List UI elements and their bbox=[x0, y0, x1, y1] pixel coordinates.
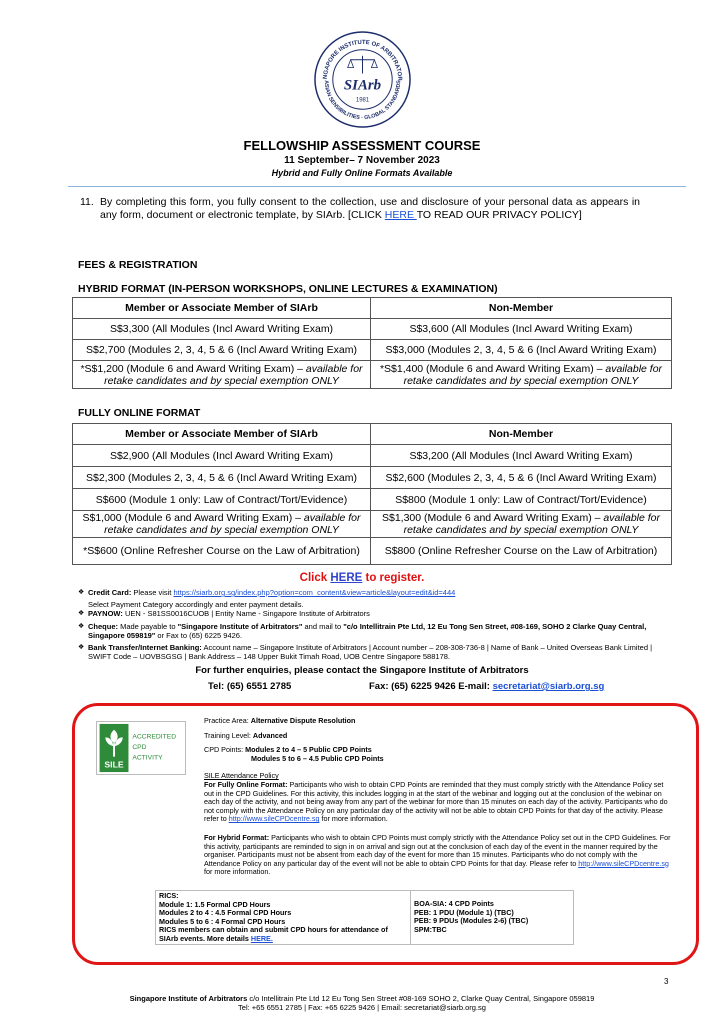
col-member: Member or Associate Member of SIArb bbox=[73, 424, 371, 445]
payment-paynow: ❖ PAYNOW: UEN - S81SS0016CUOB | Entity Name - Singapore Institute of Arbitrators bbox=[78, 609, 370, 618]
sile-word: SILE bbox=[104, 759, 124, 770]
fee-cell: S$2,300 (Modules 2, 3, 4, 5 & 6 (Incl Award Writing Exam) bbox=[73, 467, 371, 489]
online-attendance-policy: For Fully Online Format: Participants who wish to obtain CPD Points are reminded that they must comply strictly with the Attendance Policy set out in the CPD Guidelines. For this activity, this includes logging in at the start of the webinar and logging out at the conclusion of the webinar on each day of the activity, and not being away from any part of the webinar for more than 15 minutes on each day of the activity. Participants who do not comply with the Attendance Policy on any particular day of the activity will not be able to obtain CPD Points for that day of the activity. Please refer to http://www.sileCPDcentre.sg for more information. bbox=[204, 780, 668, 823]
training-level: Training Level: Advanced bbox=[204, 731, 288, 740]
payment-cheque: ❖ Cheque: Made payable to "Singapore Institute of Arbitrators" and mail to "c/o Intellitrain Pte Ltd, 12 Eu Tong Sen Street, #08-169, SOHO 2 Clarke Quay Central, Singapore 059819" or Fax to (65) 6225 9426. bbox=[78, 622, 647, 640]
email-link[interactable]: secretariat@siarb.org.sg bbox=[492, 681, 605, 692]
logo-bottom-text: ASIAN SENSIBILITIES · GLOBAL STANDARDS bbox=[322, 80, 403, 122]
rics-cell: RICS: Module 1: 1.5 Formal CPD Hours Modules 2 to 4 : 4.5 Formal CPD Hours Modules 5 to 6 : 4 Formal CPD Hours RICS members can obtain and submit CPD hours for attendance of SIArb events. More details HERE. bbox=[156, 891, 411, 945]
fee-cell: S$1,300 (Module 6 and Award Writing Exam) – available for retake candidates and by special exemption ONLY bbox=[371, 511, 672, 538]
payment-credit-card: ❖ Credit Card: Please visit https://siarb.org.sg/index.php?option=com_content&view=article&layout=edit&id=444 bbox=[78, 588, 456, 597]
badge-line1: ACCREDITED bbox=[132, 733, 177, 741]
payment-bank-transfer: ❖ Bank Transfer/Internet Banking: Account name – Singapore Institute of Arbitrators | Account number – 208-308-736-8 | Name of Bank – United Overseas Bank Limited | SWIFT Code – UOVBSGSG | Bank Address – 148 Upper Bukit Timah Road, UOB Centre Singapore 588178. bbox=[78, 643, 653, 661]
hybrid-fees-table bbox=[72, 297, 672, 389]
bullet-icon: ❖ bbox=[78, 589, 85, 596]
sile-link[interactable]: http://www.sileCPDcentre.sg bbox=[578, 858, 669, 868]
attendance-policy-title: SILE Attendance Policy bbox=[204, 771, 279, 780]
header-divider bbox=[68, 186, 686, 187]
consent-text: By completing this form, you fully consent to the collection, use and disclosure of your personal data as appears in any form, document or electronic template, by SIArb. [CLICK bbox=[100, 196, 640, 221]
enquiries-fax-email: Fax: (65) 6225 9426 E-mail: secretariat@siarb.org.sg bbox=[369, 681, 605, 692]
fee-cell: *S$1,200 (Module 6 and Award Writing Exam) – available for retake candidates and by special exemption ONLY bbox=[73, 361, 371, 389]
sile-link[interactable]: http://www.sileCPDcentre.sg bbox=[228, 814, 320, 823]
clause-number: 11. bbox=[80, 196, 94, 208]
fee-cell: S$3,600 (All Modules (Incl Award Writing Exam) bbox=[371, 319, 672, 340]
privacy-policy-link[interactable]: HERE bbox=[384, 209, 417, 221]
course-dates: 11 September– 7 November 2023 bbox=[284, 155, 440, 166]
badge-line3: ACTIVITY bbox=[132, 754, 163, 762]
consent-clause bbox=[80, 196, 640, 222]
fee-cell: S$600 (Module 1 only: Law of Contract/Tort/Evidence) bbox=[73, 489, 371, 511]
cpd-points: CPD Points: Modules 2 to 4 – 5 Public CPD Points bbox=[204, 745, 372, 754]
sile-accredited-badge bbox=[96, 721, 186, 775]
col-nonmember: Non-Member bbox=[371, 298, 672, 319]
fee-cell: S$1,000 (Module 6 and Award Writing Exam) – available for retake candidates and by special exemption ONLY bbox=[73, 511, 371, 538]
col-member: Member or Associate Member of SIArb bbox=[73, 298, 371, 319]
badge-line2: CPD bbox=[132, 743, 147, 751]
hybrid-heading: HYBRID FORMAT (IN-PERSON WORKSHOPS, ONLINE LECTURES & EXAMINATION) bbox=[78, 283, 498, 295]
enquiries-tel: Tel: (65) 6551 2785 bbox=[208, 681, 292, 692]
col-nonmember: Non-Member bbox=[371, 424, 672, 445]
footer-contact: Tel: +65 6551 2785 | Fax: +65 6225 9426 | Email: secretariat@siarb.org.sg bbox=[238, 1003, 486, 1012]
logo-mark: SIArb bbox=[343, 77, 382, 94]
fee-cell: S$800 (Module 1 only: Law of Contract/Tort/Evidence) bbox=[371, 489, 672, 511]
credit-card-link[interactable]: https://siarb.org.sg/index.php?option=com_content&view=article&layout=edit&id=444 bbox=[173, 588, 456, 597]
other-cpd-table bbox=[155, 890, 574, 945]
bullet-icon: ❖ bbox=[78, 623, 85, 630]
fees-heading: FEES & REGISTRATION bbox=[78, 259, 198, 271]
enquiries-text: For further enquiries, please contact the Singapore Institute of Arbitrators bbox=[195, 665, 529, 676]
fee-cell: S$2,600 (Modules 2, 3, 4, 5 & 6 (Incl Award Writing Exam) bbox=[371, 467, 672, 489]
course-title: FELLOWSHIP ASSESSMENT COURSE bbox=[243, 138, 481, 153]
hybrid-attendance-policy: For Hybrid Format: Participants who wish to obtain CPD Points must comply strictly with the Attendance Policy set out in the CPD Guidelines. For this activity, participants are reminded to sign in on arrival and sign out at the conclusion of each day of the event in the manner required by the organiser. Participants must not be absent from each day of the event for more than 15 minutes. Participants who do not comply with the Attendance Policy on any particular day of the event will not be able to obtain CPD Points for that day. Please refer to http://www.sileCPDcentre.sg for more information. bbox=[204, 833, 671, 876]
bullet-icon: ❖ bbox=[78, 610, 85, 617]
fee-cell: S$3,300 (All Modules (Incl Award Writing Exam) bbox=[73, 319, 371, 340]
page-number: 3 bbox=[664, 977, 669, 986]
consent-text-end: TO READ OUR PRIVACY POLICY] bbox=[416, 209, 582, 221]
fee-cell: S$3,000 (Modules 2, 3, 4, 5 & 6 (Incl Award Writing Exam) bbox=[371, 340, 672, 361]
logo-top-text: NGAPORE INSTITUTE OF ARBITRATOR bbox=[322, 39, 403, 81]
course-formats: Hybrid and Fully Online Formats Available bbox=[271, 168, 453, 178]
online-heading: FULLY ONLINE FORMAT bbox=[78, 407, 201, 419]
fee-cell: *S$1,400 (Module 6 and Award Writing Exam) – available for retake candidates and by special exemption ONLY bbox=[371, 361, 672, 389]
svg-text:SINGAPORE INSTITUTE OF ARBITRA bbox=[313, 30, 402, 82]
cpd-points-2: Modules 5 to 6 – 4.5 Public CPD Points bbox=[251, 754, 384, 763]
fee-cell: S$2,900 (All Modules (Incl Award Writing Exam) bbox=[73, 445, 371, 467]
bullet-icon: ❖ bbox=[78, 644, 85, 651]
practice-area: Practice Area: Alternative Dispute Resolution bbox=[204, 716, 356, 725]
fee-cell: S$800 (Online Refresher Course on the Law of Arbitration) bbox=[371, 538, 672, 565]
fee-cell: S$2,700 (Modules 2, 3, 4, 5 & 6 (Incl Award Writing Exam) bbox=[73, 340, 371, 361]
payment-category-note: Select Payment Category accordingly and enter payment details. bbox=[88, 600, 304, 609]
siarb-logo bbox=[313, 30, 412, 129]
boa-peb-cell: BOA-SIA: 4 CPD Points PEB: 1 PDU (Module 1) (TBC) PEB: 9 PDUs (Modules 2-6) (TBC) SPM:TBC bbox=[411, 891, 574, 945]
fee-cell: S$3,200 (All Modules (Incl Award Writing Exam) bbox=[371, 445, 672, 467]
register-line: Click HERE to register. bbox=[299, 572, 425, 584]
online-fees-table bbox=[72, 423, 672, 565]
fee-cell: *S$600 (Online Refresher Course on the Law of Arbitration) bbox=[73, 538, 371, 565]
footer-address: Singapore Institute of Arbitrators c/o Intellitrain Pte Ltd 12 Eu Tong Sen Street #08-169 SOHO 2, Clarke Quay Central, Singapore 059819 bbox=[129, 994, 595, 1003]
register-link[interactable]: HERE bbox=[330, 572, 363, 584]
logo-year: 1981 bbox=[355, 97, 370, 104]
rics-details-link[interactable]: HERE. bbox=[250, 933, 273, 943]
